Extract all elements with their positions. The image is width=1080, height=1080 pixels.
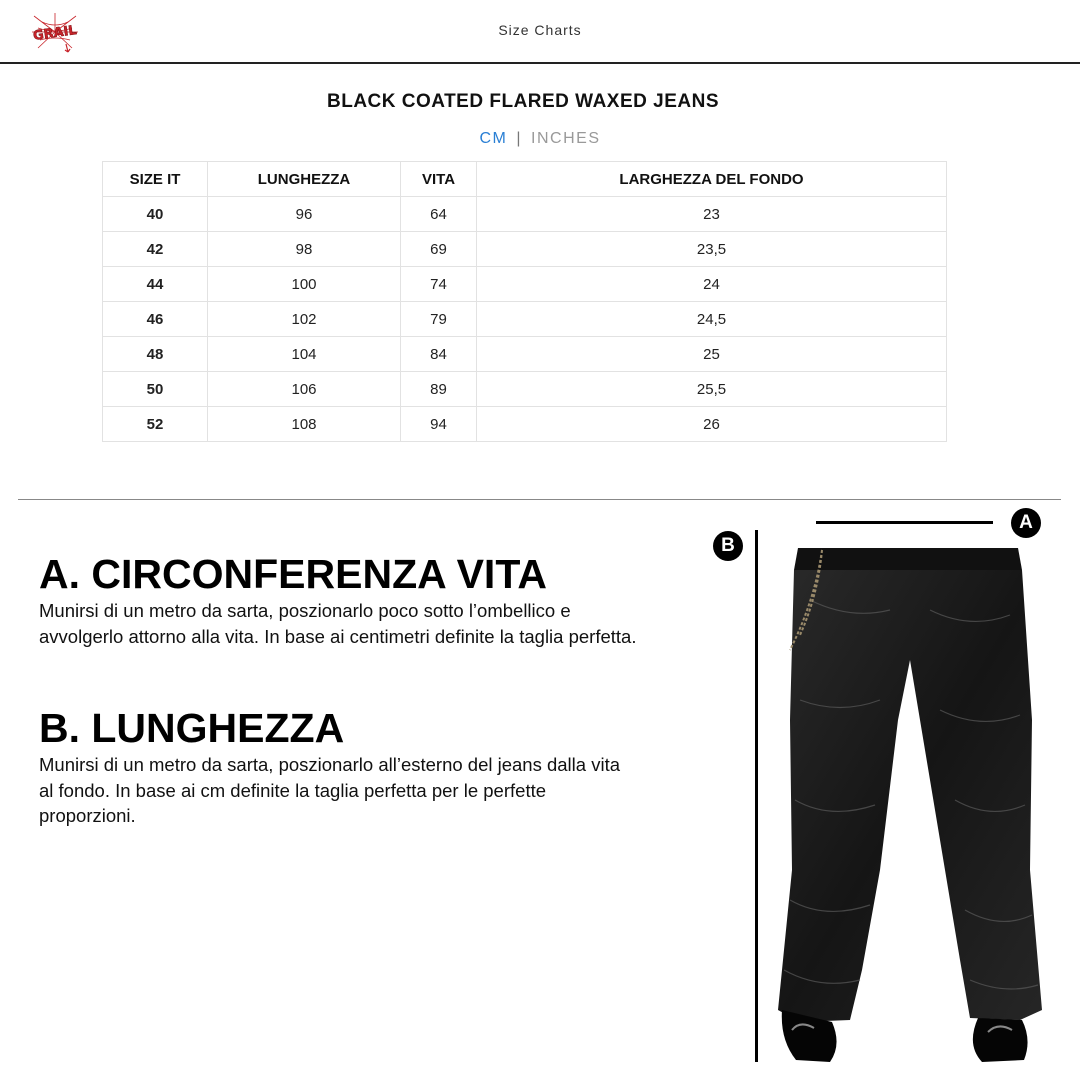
unit-toggle xyxy=(0,130,1080,148)
guide-length xyxy=(39,706,639,829)
size-cell: 46 xyxy=(103,302,208,337)
table-row xyxy=(103,337,947,372)
table-row xyxy=(103,232,947,267)
vita-cell: 64 xyxy=(401,197,477,232)
table-row xyxy=(103,197,947,232)
fondo-cell: 26 xyxy=(477,407,947,442)
vita-cell: 74 xyxy=(401,267,477,302)
guide-waist xyxy=(39,552,639,649)
unit-separator: | xyxy=(516,130,523,147)
length-measure-line xyxy=(755,530,758,1062)
lunghezza-cell: 108 xyxy=(208,407,401,442)
product-title: BLACK COATED FLARED WAXED JEANS xyxy=(327,91,719,112)
lunghezza-cell: 98 xyxy=(208,232,401,267)
lunghezza-cell: 106 xyxy=(208,372,401,407)
column-header: LUNGHEZZA xyxy=(208,162,401,197)
column-header: LARGHEZZA DEL FONDO xyxy=(477,162,947,197)
column-header: VITA xyxy=(401,162,477,197)
guide-waist-text: Munirsi di un metro da sarta, poszionarlo poco sotto l’ombellico e avvolgerlo attorno alla vita. In base ai centimetri definite la taglia perfetta. xyxy=(39,600,637,647)
column-header: SIZE IT xyxy=(103,162,208,197)
table-row xyxy=(103,407,947,442)
lunghezza-cell: 102 xyxy=(208,302,401,337)
lunghezza-cell: 96 xyxy=(208,197,401,232)
vita-cell: 69 xyxy=(401,232,477,267)
size-cell: 44 xyxy=(103,267,208,302)
guide-length-text: Munirsi di un metro da sarta, poszionarlo all’esterno del jeans dalla vita al fondo. In base ai cm definite la taglia perfetta per le perfette proporzioni. xyxy=(39,754,620,826)
vita-cell: 89 xyxy=(401,372,477,407)
size-cell: 52 xyxy=(103,407,208,442)
size-cell: 48 xyxy=(103,337,208,372)
vita-cell: 84 xyxy=(401,337,477,372)
table-row xyxy=(103,302,947,337)
table-header-row xyxy=(103,162,947,197)
marker-b: B xyxy=(713,531,743,561)
vita-cell: 79 xyxy=(401,302,477,337)
fondo-cell: 25 xyxy=(477,337,947,372)
size-table xyxy=(102,161,947,442)
table-row xyxy=(103,267,947,302)
guide-length-title: B. LUNGHEZZA xyxy=(39,705,345,751)
measurement-diagram xyxy=(700,500,1080,1080)
fondo-cell: 25,5 xyxy=(477,372,947,407)
fondo-cell: 23 xyxy=(477,197,947,232)
vita-cell: 94 xyxy=(401,407,477,442)
page-title: Size Charts xyxy=(498,22,582,38)
fondo-cell: 24 xyxy=(477,267,947,302)
unit-inches-button[interactable]: INCHES xyxy=(531,130,601,147)
size-cell: 40 xyxy=(103,197,208,232)
unit-cm-button[interactable]: CM xyxy=(479,130,508,147)
table-row xyxy=(103,372,947,407)
guide-waist-title: A. CIRCONFERENZA VITA xyxy=(39,551,547,597)
size-cell: 50 xyxy=(103,372,208,407)
lunghezza-cell: 104 xyxy=(208,337,401,372)
jeans-image xyxy=(770,540,1060,1065)
fondo-cell: 24,5 xyxy=(477,302,947,337)
size-cell: 42 xyxy=(103,232,208,267)
marker-a: A xyxy=(1011,508,1041,538)
header-bar xyxy=(0,0,1080,64)
fondo-cell: 23,5 xyxy=(477,232,947,267)
lunghezza-cell: 100 xyxy=(208,267,401,302)
waist-measure-line xyxy=(816,521,993,524)
svg-text:GRAIL: GRAIL xyxy=(32,23,78,44)
